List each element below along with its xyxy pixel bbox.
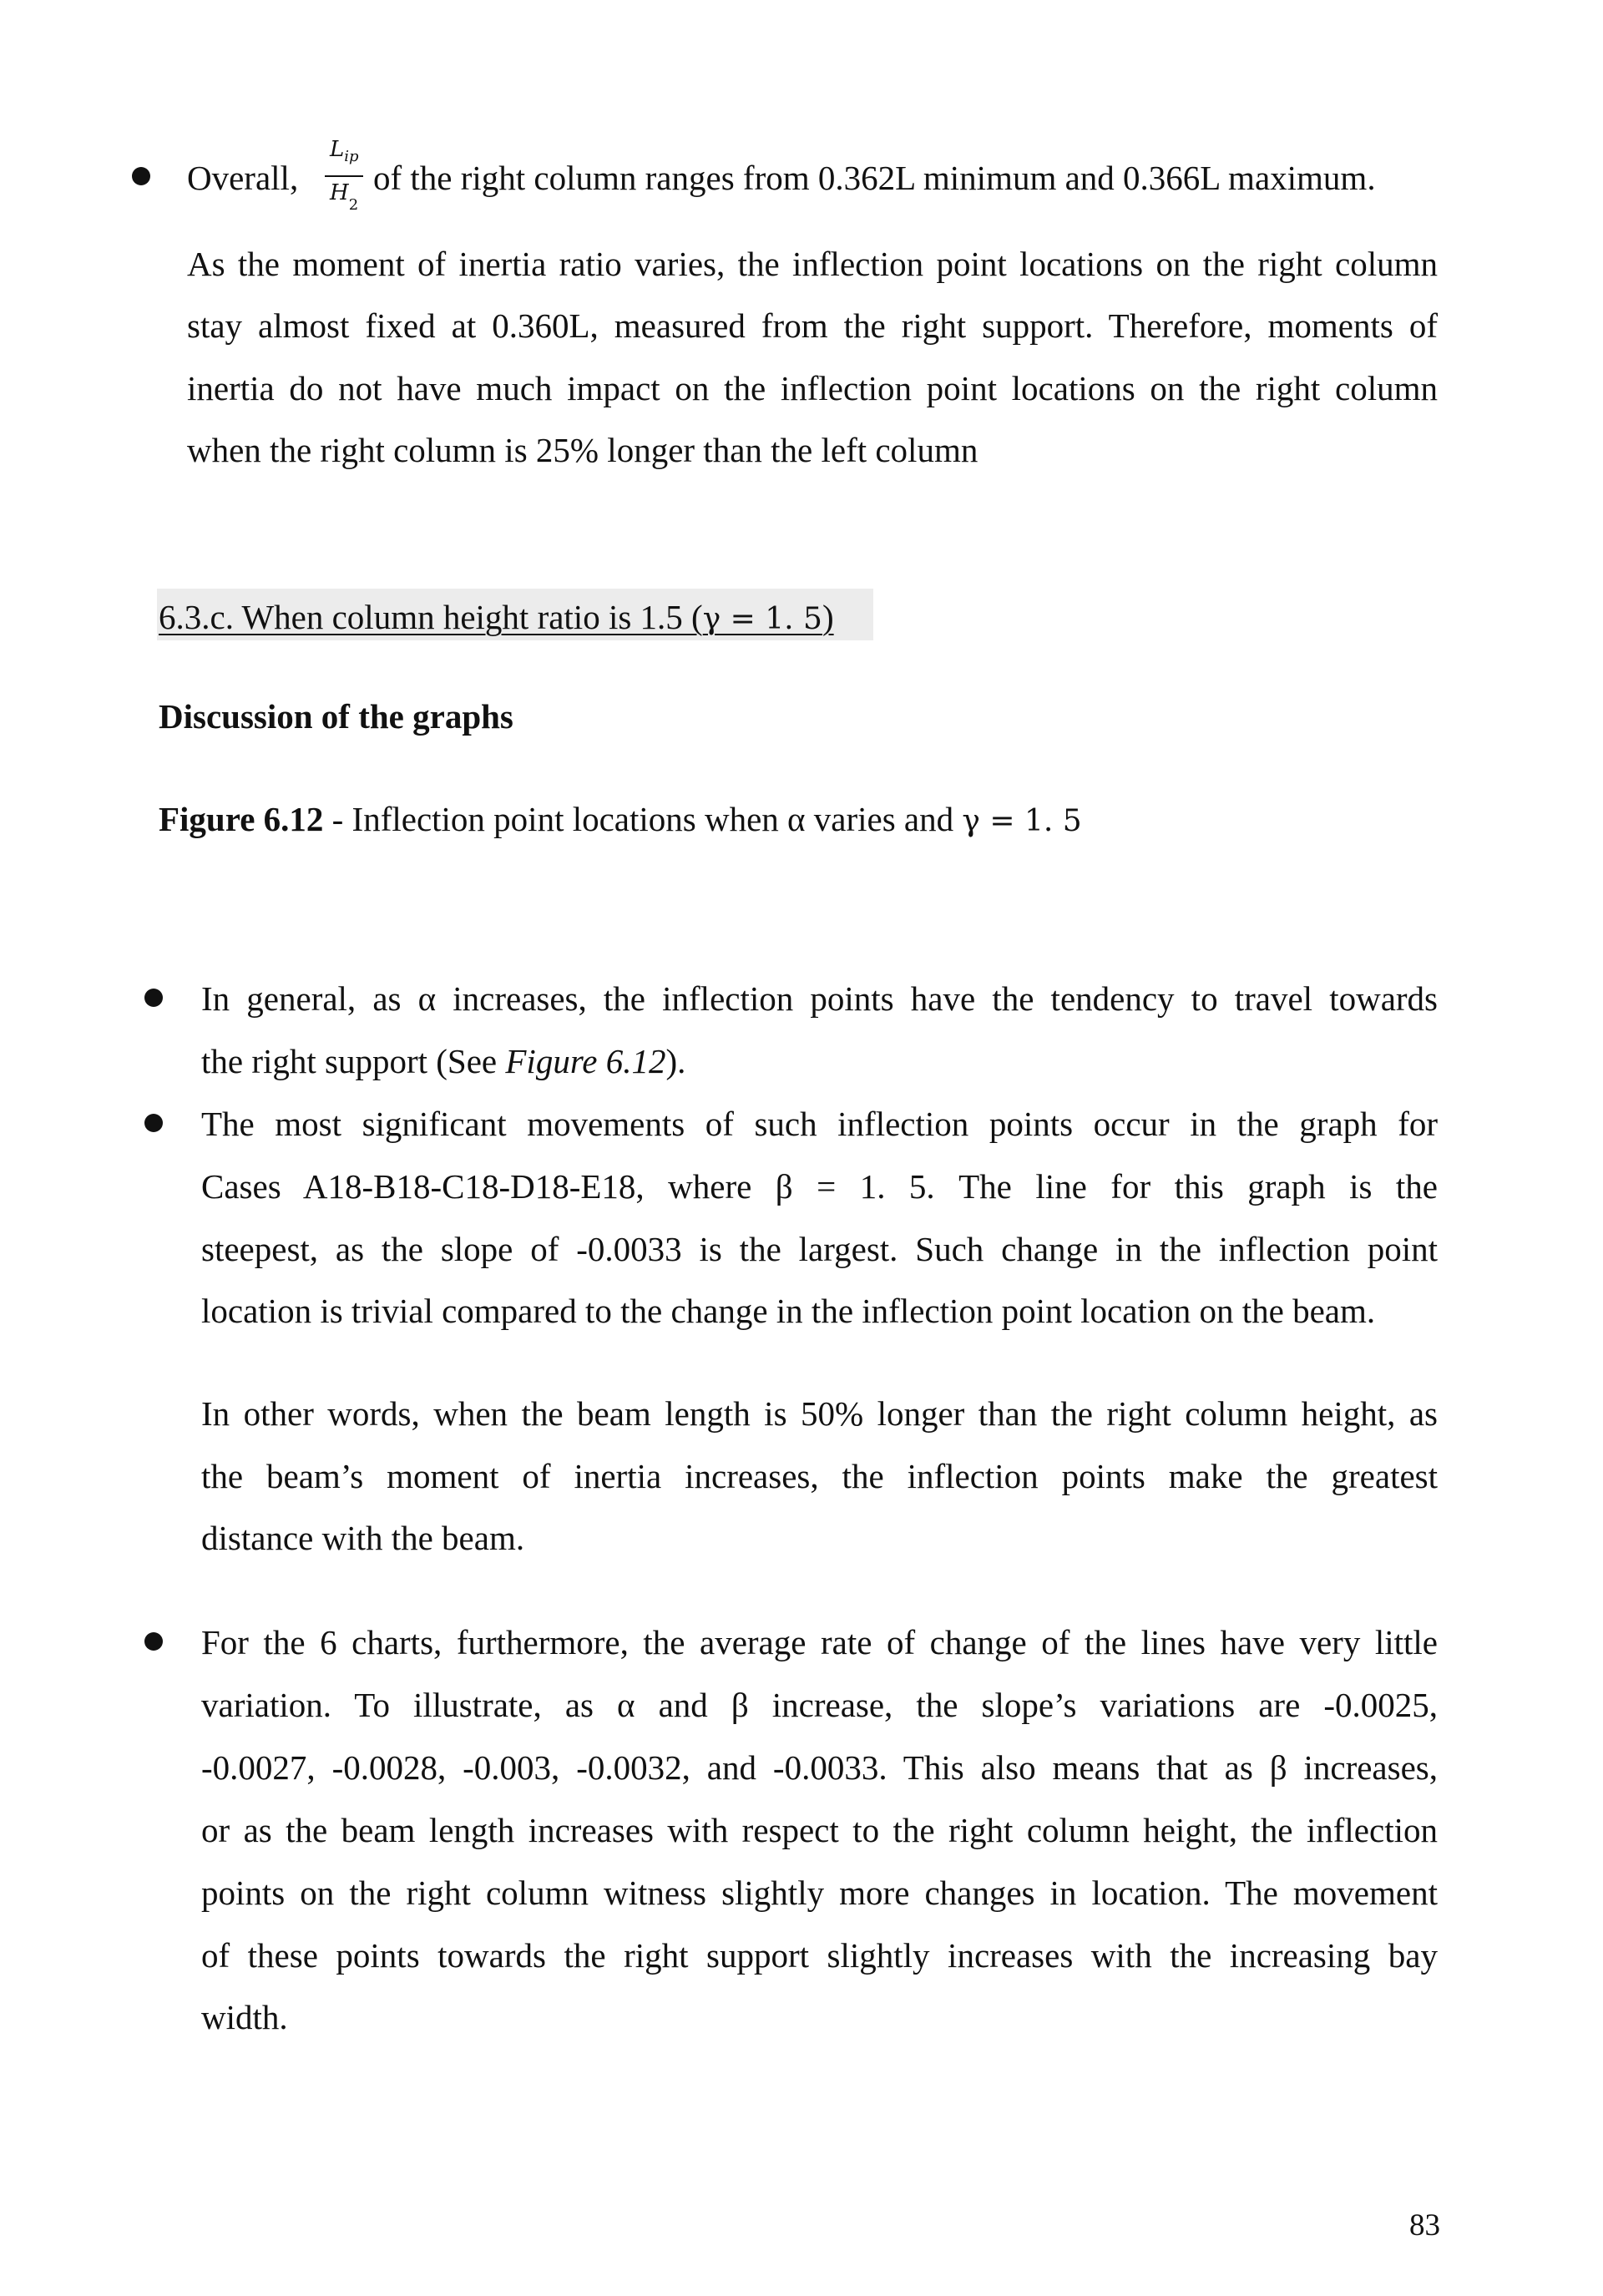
bullet4-line: For the 6 charts, furthermore, the average rate of change of the lines have very little xyxy=(201,1623,1438,1661)
para2-line: the beam’s moment of inertia increases, the inflection points make the greatest xyxy=(201,1457,1438,1495)
bullet-marker xyxy=(144,1632,163,1651)
bullet3-line: steepest, as the slope of -0.0033 is the largest. Such change in the inflection point xyxy=(201,1230,1438,1268)
para2-line: In other words, when the beam length is 50% longer than the right column height, as xyxy=(201,1394,1438,1433)
para1-line: inertia do not have much impact on the inflection point locations on the right column xyxy=(187,369,1438,407)
para1-line: when the right column is 25% longer than the left column xyxy=(187,431,978,469)
bullet-marker xyxy=(144,989,163,1007)
bullet3-line: The most significant movements of such inflection points occur in the graph for xyxy=(201,1105,1438,1143)
para1-line: stay almost fixed at 0.360L, measured from the right support. Therefore, moments of xyxy=(187,306,1438,345)
bullet2-line: In general, as α increases, the inflection points have the tendency to travel towards xyxy=(201,979,1438,1018)
bullet4-line: or as the beam length increases with respect to the right column height, the inflection xyxy=(201,1811,1438,1849)
bullet3-line: location is trivial compared to the change in the inflection point location on the beam. xyxy=(201,1292,1376,1330)
bullet4-line: width. xyxy=(201,1998,288,2036)
discussion-heading: Discussion of the graphs xyxy=(159,697,513,736)
section-heading: 6.3.c. When column height ratio is 1.5 (γ = 1. 5) xyxy=(159,598,834,636)
fraction-lip-over-h2 xyxy=(323,134,370,225)
fraction-bar xyxy=(325,175,363,177)
bullet3-line: Cases A18-B18-C18-D18-E18, where β = 1. 5. The line for this graph is the xyxy=(201,1167,1438,1206)
bullet4-line: variation. To illustrate, as α and β increase, the slope’s variations are -0.0025, xyxy=(201,1686,1438,1724)
bullet4-line: -0.0027, -0.0028, -0.003, -0.0032, and -0.0033. This also means that as β increases, xyxy=(201,1748,1438,1787)
bullet1-suffix: of the right column ranges from 0.362L minimum and 0.366L maximum. xyxy=(373,159,1376,197)
bullet1-prefix: Overall, xyxy=(187,159,299,197)
figure-caption: Figure 6.12 - Inflection point locations when α varies and γ = 1. 5 xyxy=(159,800,1082,838)
figure-reference: Figure 6.12 xyxy=(505,1042,666,1080)
para1-line: As the moment of inertia ratio varies, the inflection point locations on the right column xyxy=(187,245,1438,283)
bullet4-line: of these points towards the right support slightly increases with the increasing bay xyxy=(201,1936,1438,1975)
bullet-marker xyxy=(144,1114,163,1132)
bullet-marker xyxy=(132,167,150,185)
page-number: 83 xyxy=(1409,2208,1440,2243)
bullet4-line: points on the right column witness slightly more changes in location. The movement xyxy=(201,1874,1438,1912)
fraction-numerator: $L_{ip}$ xyxy=(330,137,359,165)
fraction-denominator: $H_2$ xyxy=(330,180,359,214)
para2-line: distance with the beam. xyxy=(201,1519,525,1557)
bullet2-line: the right support (See Figure 6.12). xyxy=(201,1042,686,1080)
